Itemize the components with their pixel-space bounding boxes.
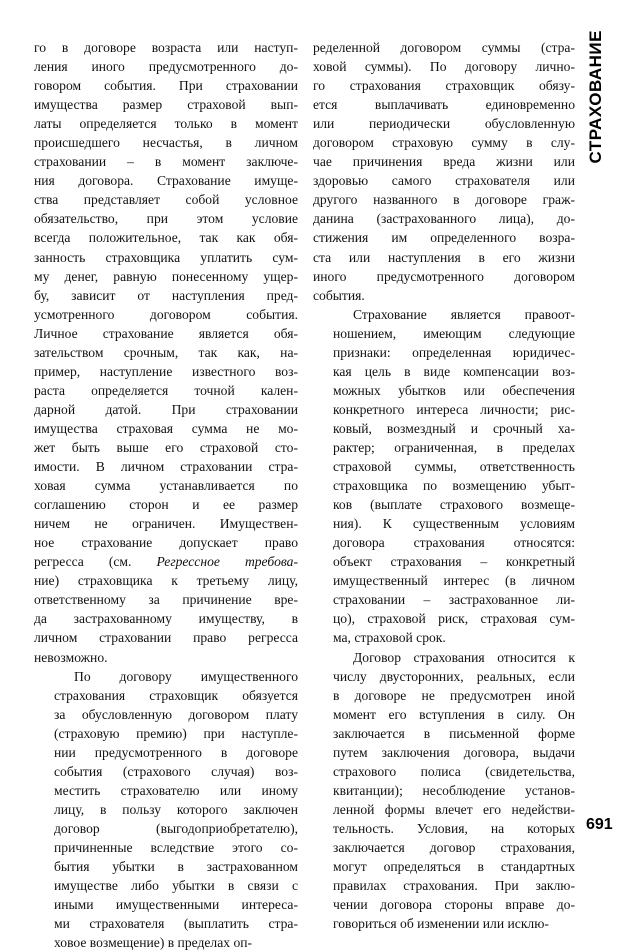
text-line: ется выплачивать единовременно — [313, 97, 575, 113]
right-text-column — [313, 38, 575, 933]
text-line: По договору имущественного — [74, 668, 298, 684]
text-line: события (страхового случая) воз- — [54, 763, 298, 779]
paragraph — [313, 648, 575, 934]
text-line: ления иного предусмотренного до- — [34, 59, 298, 75]
text-line: невозможно. — [34, 649, 108, 665]
text-line: иного предусмотренного договором — [313, 268, 575, 284]
text-line: квитанции); несоблюдение установ- — [333, 782, 575, 798]
left-text-column — [34, 38, 298, 952]
text-line: да застрахованному имуществу, в — [34, 611, 298, 627]
text-line: говориться об изменении или исклю- — [333, 916, 549, 932]
text-line: стижения им определенного возра- — [313, 230, 575, 246]
text-line: страхового полиса (свидетельства, — [333, 763, 575, 779]
text-line: имости. В личном страховании стра- — [34, 459, 298, 475]
text-line: личном страховании право регресса — [34, 630, 298, 646]
text-line: признаки: определенная юридичес- — [333, 344, 575, 360]
text-line: обязательство, при этом условие — [34, 211, 298, 227]
text-line: другого названного в договоре граж- — [313, 192, 575, 208]
running-head-text: СТРАХОВАНИЕ — [586, 30, 605, 164]
text-line: го страхования страховщик обязу- — [313, 78, 575, 94]
text-line: ховая сумма устанавливается по — [34, 478, 298, 494]
text-line: соглашению сторон и ее размер — [34, 497, 298, 513]
text-line: бу, зависит от наступления пред- — [34, 287, 298, 303]
text-line: заключается в письменной форме — [333, 725, 575, 741]
text-line: здоровью самого страхователя или — [313, 173, 575, 189]
text-line: страховой суммы, ответственность — [333, 459, 575, 475]
paragraph — [34, 38, 298, 667]
text-line: лицу, в пользу которого заключен — [54, 801, 298, 817]
text-line: ста или наступления в его жизни — [313, 249, 575, 265]
text-line: события. — [313, 287, 365, 303]
text-line: ответственному за причинение вре- — [34, 592, 298, 608]
text-line: ми страхователя (выплатить стра- — [54, 916, 298, 932]
text-line: нии предусмотренного в договоре — [54, 744, 298, 760]
text-line: кая цель в виде компенсации воз- — [333, 363, 575, 379]
text-line: говором события. При страховании — [34, 78, 298, 94]
text-line: ства представляет собой условное — [34, 192, 298, 208]
text-line: ние) страховщика к третьему лицу, — [34, 573, 298, 589]
text-line: ничем не ограничен. Имуществен- — [34, 516, 298, 532]
text-line: имущества размер страховой вып- — [34, 97, 298, 113]
text-line: страховании – застрахованное ли- — [333, 592, 575, 608]
text-line: ния договора. Страхование имуще- — [34, 173, 298, 189]
paragraph — [313, 305, 575, 648]
text-line: ное страхование допускает право — [34, 535, 298, 551]
text-line: рактер; ограниченная, в пределах — [333, 439, 575, 455]
paragraph — [313, 38, 575, 305]
text-line: правилах страхования. При заклю- — [333, 878, 575, 894]
text-line: причиненные вследствие этого со- — [54, 839, 298, 855]
text-line: Договор страхования относится к — [353, 649, 575, 665]
text-line: можных убытков или обеспечения — [333, 382, 575, 398]
cross-reference: Регрессное требова- — [156, 554, 298, 570]
text-line: жет быть выше его страховой сто- — [34, 439, 298, 455]
text-line: имущества страховая сумма не мо- — [34, 420, 298, 436]
text-line: ношением, имеющим следующие — [333, 325, 575, 341]
text-line: имуществе либо убытки в связи с — [54, 878, 298, 894]
text-line: имущественный интерес (в личном — [333, 573, 575, 589]
text-line: чении договора стороны вправе до- — [333, 897, 575, 913]
text-line: страховании – в момент заключе- — [34, 154, 298, 170]
text-line: Страхование является правоот- — [353, 306, 575, 322]
text-line: путем заключения договора, выдачи — [333, 744, 575, 760]
text-line: регресса (см. Регрессное требова- — [34, 554, 298, 570]
text-line: числу двусторонних, реальных, если — [333, 668, 575, 684]
text-line: в договоре не предусмотрен иной — [333, 687, 575, 703]
text-line: ховой суммы). По договору лично- — [313, 59, 575, 75]
text-line: момент его вступления в силу. Он — [333, 706, 575, 722]
page-number: 691 — [586, 816, 613, 833]
text-line: договор (выгодоприобретателю), — [54, 820, 298, 836]
text-line: Личное страхование является обя- — [34, 325, 298, 341]
text-line: ния). К существенным условиям — [333, 516, 575, 532]
text-line: латы определяется только в момент — [34, 116, 298, 132]
text-line: усмотренного договором события. — [34, 306, 298, 322]
text-line: чае причинения вреда жизни или — [313, 154, 575, 170]
text-line: конкретного интереса личности; рис- — [333, 401, 575, 417]
text-line: занность страховщика уплатить сум- — [34, 249, 298, 265]
paragraph — [34, 667, 298, 952]
text-line: тельность. Условия, на которых — [333, 820, 575, 836]
text-line: происшедшего несчастья, в личном — [34, 135, 298, 151]
text-line: иными имущественными интереса- — [54, 897, 298, 913]
text-line: местить страхователю или иному — [54, 782, 298, 798]
text-line: ма, страховой срок. — [333, 630, 446, 646]
text-line: ховое возмещение) в пределах оп- — [54, 935, 253, 951]
text-line: зательством срочным, так как, на- — [34, 344, 298, 360]
text-line: пример, наступление известного воз- — [34, 363, 298, 379]
text-line: договором страховую сумму в слу- — [313, 135, 575, 151]
running-head — [583, 30, 609, 200]
text-line: всегда положительное, так как обя- — [34, 230, 298, 246]
text-line: го в договоре возраста или наступ- — [34, 40, 298, 55]
text-line: (страховую премию) при наступле- — [54, 725, 298, 741]
text-line: страхования страховщик обязуется — [54, 687, 298, 703]
text-line: объект страхования – конкретный — [333, 554, 575, 570]
text-line: за обусловленную договором плату — [54, 706, 298, 722]
text-line: му денег, равную понесенному ущер- — [34, 268, 298, 284]
text-line: раста определяется точной кален- — [34, 382, 298, 398]
text-line: данина (застрахованного лица), до- — [313, 211, 575, 227]
text-line: или периодически обусловленную — [313, 116, 575, 132]
text-line: ков (выплате страхового возмеще- — [333, 497, 575, 513]
text-line: договора страхования относятся: — [333, 535, 575, 551]
text-line: дарной датой. При страховании — [34, 401, 298, 417]
text-line: цо), страховой риск, страховая сум- — [333, 611, 575, 627]
text-line: бытия убытки в застрахованном — [54, 859, 298, 875]
text-line: ленной формы влечет его недействи- — [333, 801, 575, 817]
text-line: ковый, возмездный и срочный ха- — [333, 420, 575, 436]
text-line: заключается договор страхования, — [333, 839, 575, 855]
text-line: страховщика по возмещению убыт- — [333, 478, 575, 494]
text-line: могут определяться в стандартных — [333, 859, 575, 875]
text-line: ределенной договором суммы (стра- — [313, 40, 575, 55]
